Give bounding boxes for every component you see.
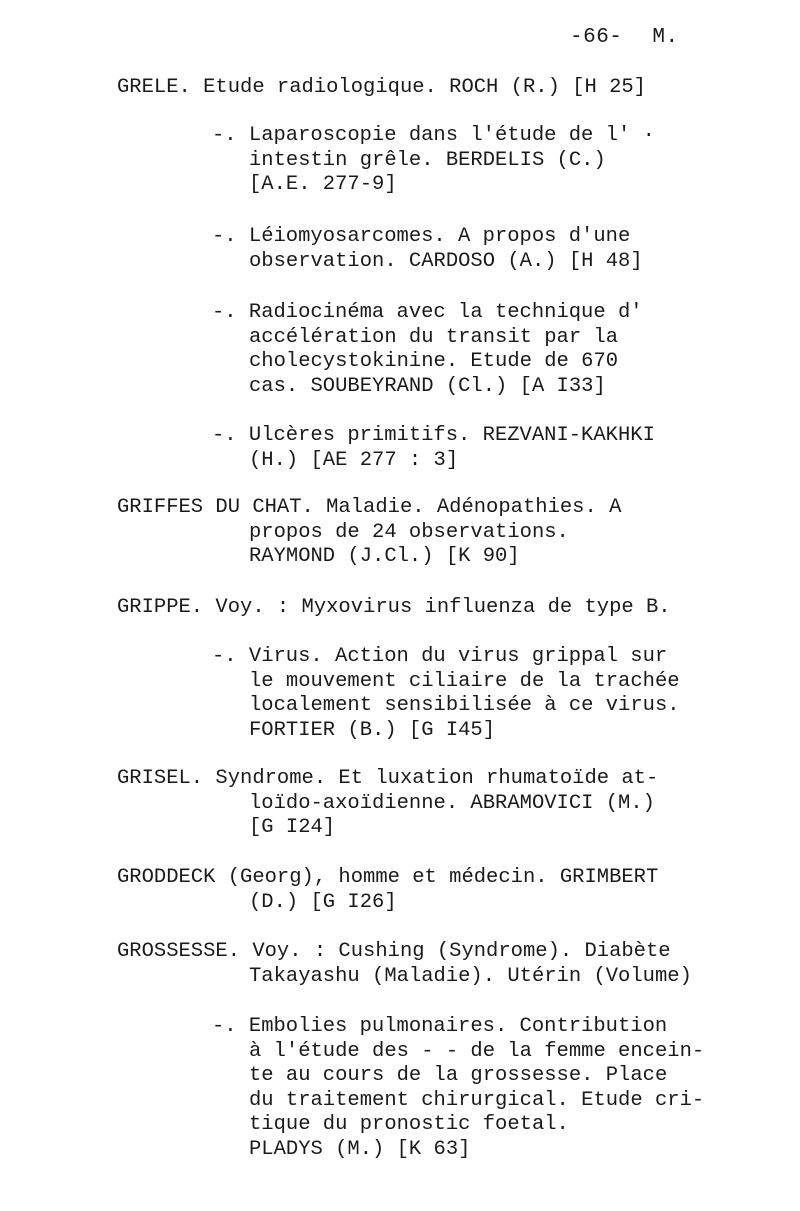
subentry-first-line: -. Laparoscopie dans l'étude de l' · bbox=[212, 124, 655, 147]
entry-heading-line: GRIFFES DU CHAT. Maladie. Adénopathies. A bbox=[117, 496, 622, 519]
subentry-line: le mouvement ciliaire de la trachée bbox=[249, 669, 680, 693]
index-subentry bbox=[0, 1015, 800, 1211]
subentry-line: localement sensibilisée à ce virus. bbox=[249, 694, 680, 717]
subentry-first-line: -. Radiocinéma avec la technique d' bbox=[212, 301, 643, 324]
section-letter: M. bbox=[652, 26, 679, 49]
subentry-line: à l'étude des - - de la femme encein- bbox=[249, 1039, 705, 1063]
entry-heading-line: GRISEL. Syndrome. Et luxation rhumatoïde at- bbox=[117, 767, 659, 790]
subentry-line: du traitement chirurgical. Etude cri- bbox=[249, 1088, 705, 1112]
entry-line: loïdo-axoïdienne. ABRAMOVICI (M.) bbox=[249, 791, 655, 815]
subentry-line: cas. SOUBEYRAND (Cl.) [A I33] bbox=[249, 374, 606, 398]
subentry-line: accélération du transit par la bbox=[249, 325, 619, 349]
subentry-line: cholecystokinine. Etude de 670 bbox=[249, 350, 619, 373]
subentry-line: (H.) [AE 277 : 3] bbox=[249, 448, 459, 472]
entry-line: Takayashu (Maladie). Utérin (Volume) bbox=[249, 964, 692, 988]
subentry-first-line: -. Léiomyosarcomes. A propos d'une bbox=[212, 225, 631, 248]
page-number: -66- bbox=[570, 26, 623, 49]
page-header bbox=[570, 26, 679, 49]
entry-line: [G I24] bbox=[249, 816, 336, 839]
subentry-line: intestin grêle. BERDELIS (C.) bbox=[249, 148, 606, 172]
subentry-first-line: -. Ulcères primitifs. REZVANI-KAKHKI bbox=[212, 424, 655, 447]
entry-line: (D.) [G I26] bbox=[249, 890, 397, 914]
entry-line: propos de 24 observations. bbox=[249, 520, 569, 544]
entry-heading-line: GROSSESSE. Voy. : Cushing (Syndrome). Diabète bbox=[117, 940, 671, 963]
subentry-first-line: -. Embolies pulmonaires. Contribution bbox=[212, 1015, 668, 1038]
entry-heading-line: GRELE. Etude radiologique. ROCH (R.) [H 25] bbox=[117, 76, 646, 99]
entry-heading-line: GRODDECK (Georg), homme et médecin. GRIMBERT bbox=[117, 866, 659, 889]
entry-heading-line: GRIPPE. Voy. : Myxovirus influenza de type B. bbox=[117, 596, 671, 619]
subentry-line: te au cours de la grossesse. Place bbox=[249, 1064, 668, 1087]
subentry-line: observation. CARDOSO (A.) [H 48] bbox=[249, 249, 643, 273]
subentry-line: tique du pronostic foetal. bbox=[249, 1113, 569, 1136]
subentry-line: FORTIER (B.) [G I45] bbox=[249, 718, 496, 742]
subentry-line: PLADYS (M.) [K 63] bbox=[249, 1137, 471, 1161]
subentry-first-line: -. Virus. Action du virus grippal sur bbox=[212, 645, 668, 668]
subentry-line: [A.E. 277-9] bbox=[249, 173, 397, 196]
entry-line: RAYMOND (J.Cl.) [K 90] bbox=[249, 545, 520, 568]
